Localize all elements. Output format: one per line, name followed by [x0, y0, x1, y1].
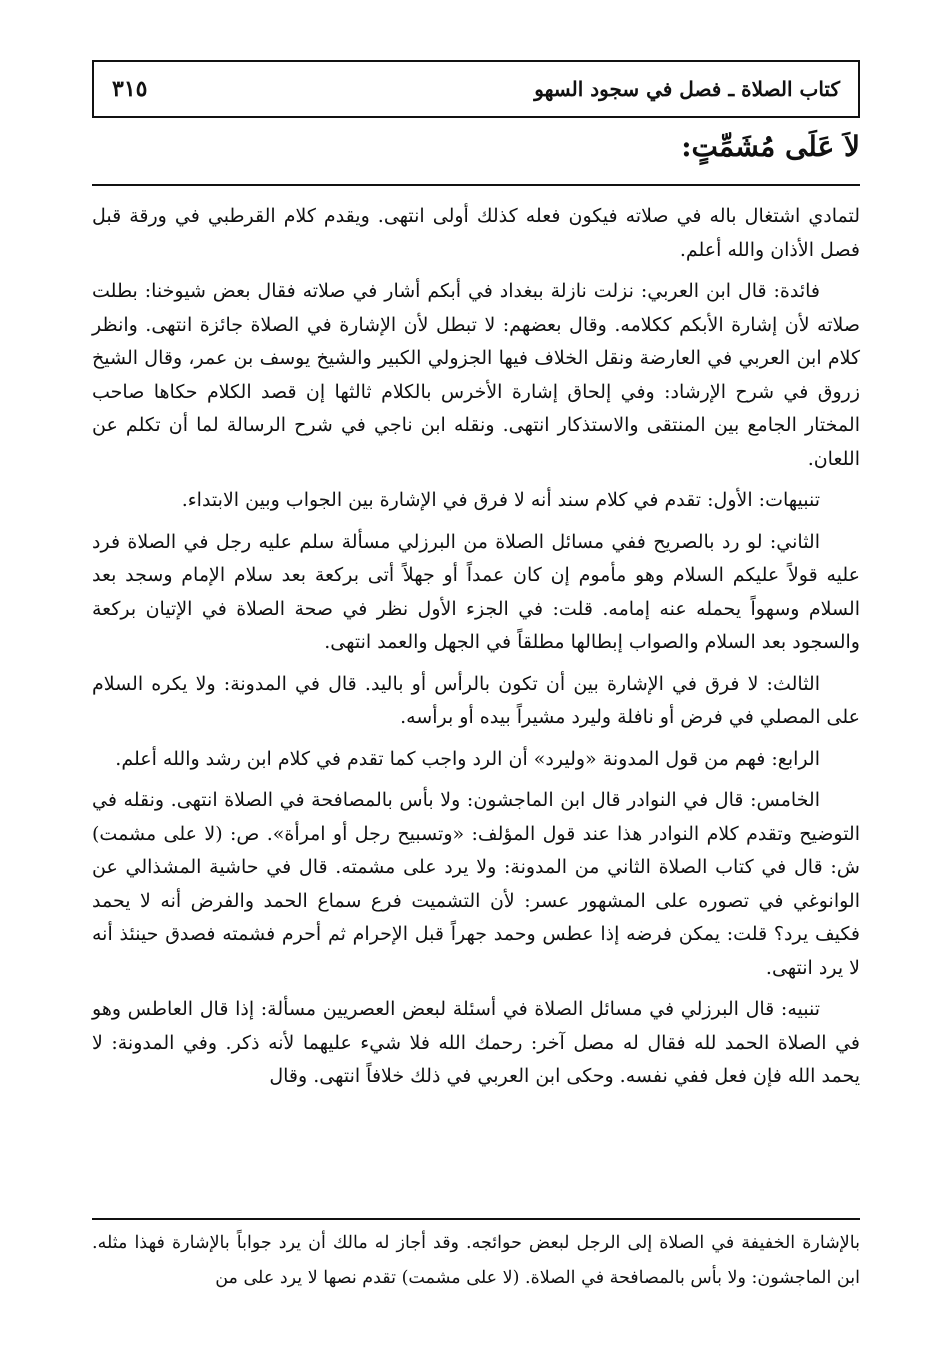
footnote-text: بالإشارة الخفيفة في الصلاة إلى الرجل لبعض حوائجه. وقد أجاز له مالك أن يرد جواباً بالإشارة فهذا مثله. ابن الماجشون: ولا بأس بالمصافحة في الصلاة. (لا على مشمت) تقدم نصها لا يرد على من: [92, 1233, 860, 1288]
running-header: [92, 60, 860, 118]
page-number: ٣١٥: [112, 76, 148, 102]
footnote: [92, 1226, 860, 1296]
paragraph-3: تنبيهات: الأول: تقدم في كلام سند أنه لا فرق في الإشارة بين الجواب وبين الابتداء.: [181, 489, 820, 511]
footnote-divider: [92, 1218, 860, 1220]
paragraph-4: الثاني: لو رد بالصريح ففي مسائل الصلاة من البرزلي مسألة سلم عليه رجل في الصلاة فرد عليه قولاً عليكم السلام وهو مأموم إن كان عمداً أو جهلاً أتى بركعة بعد سلام الإمام وسجد بعد السلام وسهواً يحمله عنه إمامه. قلت: في الجزء الأول نظر في صحة الصلاة في الإتيان بركعة والسجود بعد السلام والصواب إبطالها مطلقاً في الجهل والعمد انتهى.: [92, 530, 860, 653]
top-divider: [92, 184, 860, 186]
paragraph-5: الثالث: لا فرق في الإشارة بين أن تكون بالرأس أو باليد. قال في المدونة: ولا يكره السلام على المصلي في فرض أو نافلة وليرد مشيراً بيده أو برأسه.: [92, 672, 860, 728]
paragraph-2: فائدة: قال ابن العربي: نزلت نازلة ببغداد في أبكم أشار في صلاته فقال بعض شيوخنا: بطلت صلاته لأن إشارة الأبكم ككلامه. وقال بعضهم: لا تبطل لأن الإشارة في الصلاة جائزة انتهى. وانظر كلام ابن العربي في العارضة ونقل الخلاف فيها الجزولي الكبير والشيخ يوسف بن عمر، وقال الشيخ زروق في شرح الإرشاد: وفي إلحاق إشارة الأخرس بالكلام ثالثها إن قصد الكلام حكاها صاحب المختار الجامع بين المنتقى والاستذكار انتهى. ونقله ابن ناجي في شرح الرسالة لما أن تكلم عن اللعان.: [92, 280, 860, 470]
paragraph-6: الرابع: فهم من قول المدونة «وليرد» أن الرد واجب كما تقدم في كلام ابن رشد والله أعلم.: [115, 747, 820, 770]
matn-heading: لاَ عَلَى مُشَمِّتٍ:: [681, 130, 860, 163]
paragraph-8: تنبيه: قال البرزلي في مسائل الصلاة في أسئلة لبعض العصريين مسألة: إذا قال العاطس وهو في الصلاة الحمد لله فقال له مصل آخر: رحمك الله فلا شيء عليهما لأنه ذكر. وفي المدونة: لا يحمد الله فإن فعل ففي نفسه. وحكى ابن العربي في ذلك خلافاً انتهى. وقال: [92, 998, 860, 1087]
paragraph-7: الخامس: قال في النوادر قال ابن الماجشون: ولا بأس بالمصافحة في الصلاة انتهى. ونقله في التوضيح وتقدم كلام النوادر هذا عند قول المؤلف: «وتسبيح رجل أو امرأة». ص: (لا على مشمت) ش: قال في كتاب الصلاة الثاني من المدونة: ولا يرد على مشمته. قال في حاشية المشذالي عن الوانوغي في تصوره على المشهور عسر: لأن التشميت فرع سماع الحمد والفرض أنه لا يحمد فكيف يرد؟ قلت: يمكن فرضه إذا عطس وحمد جهراً قبل الإحرام ثم أحرم فشمته فصدق حينئذ أنه لا يرد انتهى.: [92, 789, 860, 979]
main-text: [92, 200, 860, 1102]
running-title: كتاب الصلاة ـ فصل في سجود السهو: [534, 77, 840, 101]
paragraph-1: لتمادي اشتغال باله في صلاته فيكون فعله كذلك أولى انتهى. ويقدم كلام القرطبي في ورقة قبل فصل الأذان والله أعلم.: [92, 205, 860, 261]
